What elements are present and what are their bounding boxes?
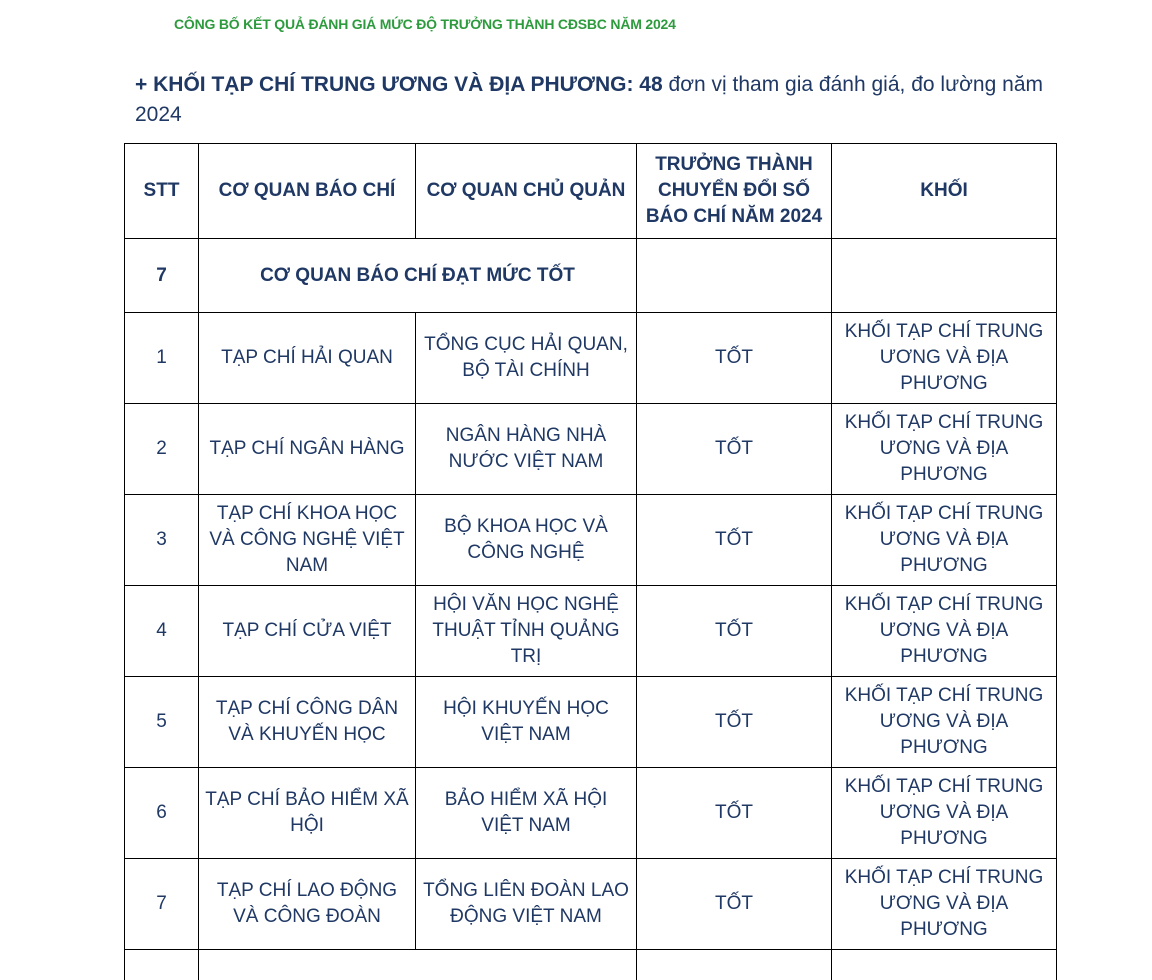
column-header-co-quan-chu-quan: CƠ QUAN CHỦ QUẢN [416,144,637,239]
row-bao-chi: TẠP CHÍ KHOA HỌC VÀ CÔNG NGHỆ VIỆT NAM [199,495,416,586]
table-row [125,495,1057,586]
row-muc-do: TỐT [637,313,832,404]
row-chu-quan: NGÂN HÀNG NHÀ NƯỚC VIỆT NAM [416,404,637,495]
row-bao-chi: TẠP CHÍ CÔNG DÂN VÀ KHUYẾN HỌC [199,677,416,768]
row-muc-do: TỐT [637,859,832,950]
row-stt: 1 [125,313,199,404]
row-bao-chi: TẠP CHÍ NGÂN HÀNG [199,404,416,495]
row-stt: 2 [125,404,199,495]
row-muc-do: TỐT [637,404,832,495]
row-muc-do: TỐT [637,768,832,859]
row-khoi: KHỐI TẠP CHÍ TRUNG ƯƠNG VÀ ĐỊA PHƯƠNG [832,768,1057,859]
row-bao-chi: TẠP CHÍ CỬA VIỆT [199,586,416,677]
row-khoi: KHỐI TẠP CHÍ TRUNG ƯƠNG VÀ ĐỊA PHƯƠNG [832,677,1057,768]
document-header-title: CÔNG BỐ KẾT QUẢ ĐÁNH GIÁ MỨC ĐỘ TRƯỞNG THÀNH CĐSBC NĂM 2024 [174,16,676,32]
row-bao-chi: TẠP CHÍ BẢO HIỂM XÃ HỘI [199,768,416,859]
row-chu-quan: BẢO HIỂM XÃ HỘI VIỆT NAM [416,768,637,859]
row-khoi: KHỐI TẠP CHÍ TRUNG ƯƠNG VÀ ĐỊA PHƯƠNG [832,495,1057,586]
column-header-truong-thanh: TRƯỞNG THÀNH CHUYỂN ĐỔI SỐ BÁO CHÍ NĂM 2024 [637,144,832,239]
table-header-row [125,144,1057,239]
group-row [125,239,1057,313]
row-chu-quan: TỔNG LIÊN ĐOÀN LAO ĐỘNG VIỆT NAM [416,859,637,950]
row-bao-chi: TẠP CHÍ LAO ĐỘNG VÀ CÔNG ĐOÀN [199,859,416,950]
row-stt: 3 [125,495,199,586]
row-khoi: KHỐI TẠP CHÍ TRUNG ƯƠNG VÀ ĐỊA PHƯƠNG [832,313,1057,404]
row-khoi: KHỐI TẠP CHÍ TRUNG ƯƠNG VÀ ĐỊA PHƯƠNG [832,859,1057,950]
row-partial-cell [832,950,1057,980]
row-stt: 7 [125,859,199,950]
group-empty-cell [832,239,1057,313]
row-bao-chi: TẠP CHÍ HẢI QUAN [199,313,416,404]
row-khoi: KHỐI TẠP CHÍ TRUNG ƯƠNG VÀ ĐỊA PHƯƠNG [832,404,1057,495]
section-title: + KHỐI TẠP CHÍ TRUNG ƯƠNG VÀ ĐỊA PHƯƠNG: 48 [135,73,663,96]
table-row [125,768,1057,859]
column-header-khoi: KHỐI [832,144,1057,239]
row-khoi: KHỐI TẠP CHÍ TRUNG ƯƠNG VÀ ĐỊA PHƯƠNG [832,586,1057,677]
table-row [125,404,1057,495]
row-partial-cell [637,950,832,980]
table-row [125,859,1057,950]
row-chu-quan: BỘ KHOA HỌC VÀ CÔNG NGHỆ [416,495,637,586]
section-subtitle: đơn vị tham gia đánh giá, đo lường năm 2024 [135,73,1043,126]
table-row-partial [125,950,1057,980]
row-chu-quan: TỔNG CỤC HẢI QUAN, BỘ TÀI CHÍNH [416,313,637,404]
results-table [124,143,1057,980]
group-stt: 7 [125,239,199,313]
section-intro [135,70,1043,130]
column-header-stt: STT [125,144,199,239]
row-chu-quan: HỘI VĂN HỌC NGHỆ THUẬT TỈNH QUẢNG TRỊ [416,586,637,677]
row-stt: 5 [125,677,199,768]
row-partial-cell [199,950,637,980]
row-chu-quan: HỘI KHUYẾN HỌC VIỆT NAM [416,677,637,768]
row-muc-do: TỐT [637,586,832,677]
row-muc-do: TỐT [637,677,832,768]
row-muc-do: TỐT [637,495,832,586]
column-header-co-quan-bao-chi: CƠ QUAN BÁO CHÍ [199,144,416,239]
row-stt [125,950,199,980]
group-empty-cell [637,239,832,313]
row-stt: 4 [125,586,199,677]
table-row [125,313,1057,404]
row-stt: 6 [125,768,199,859]
table-row [125,677,1057,768]
group-label: CƠ QUAN BÁO CHÍ ĐẠT MỨC TỐT [199,239,637,313]
table-row [125,586,1057,677]
